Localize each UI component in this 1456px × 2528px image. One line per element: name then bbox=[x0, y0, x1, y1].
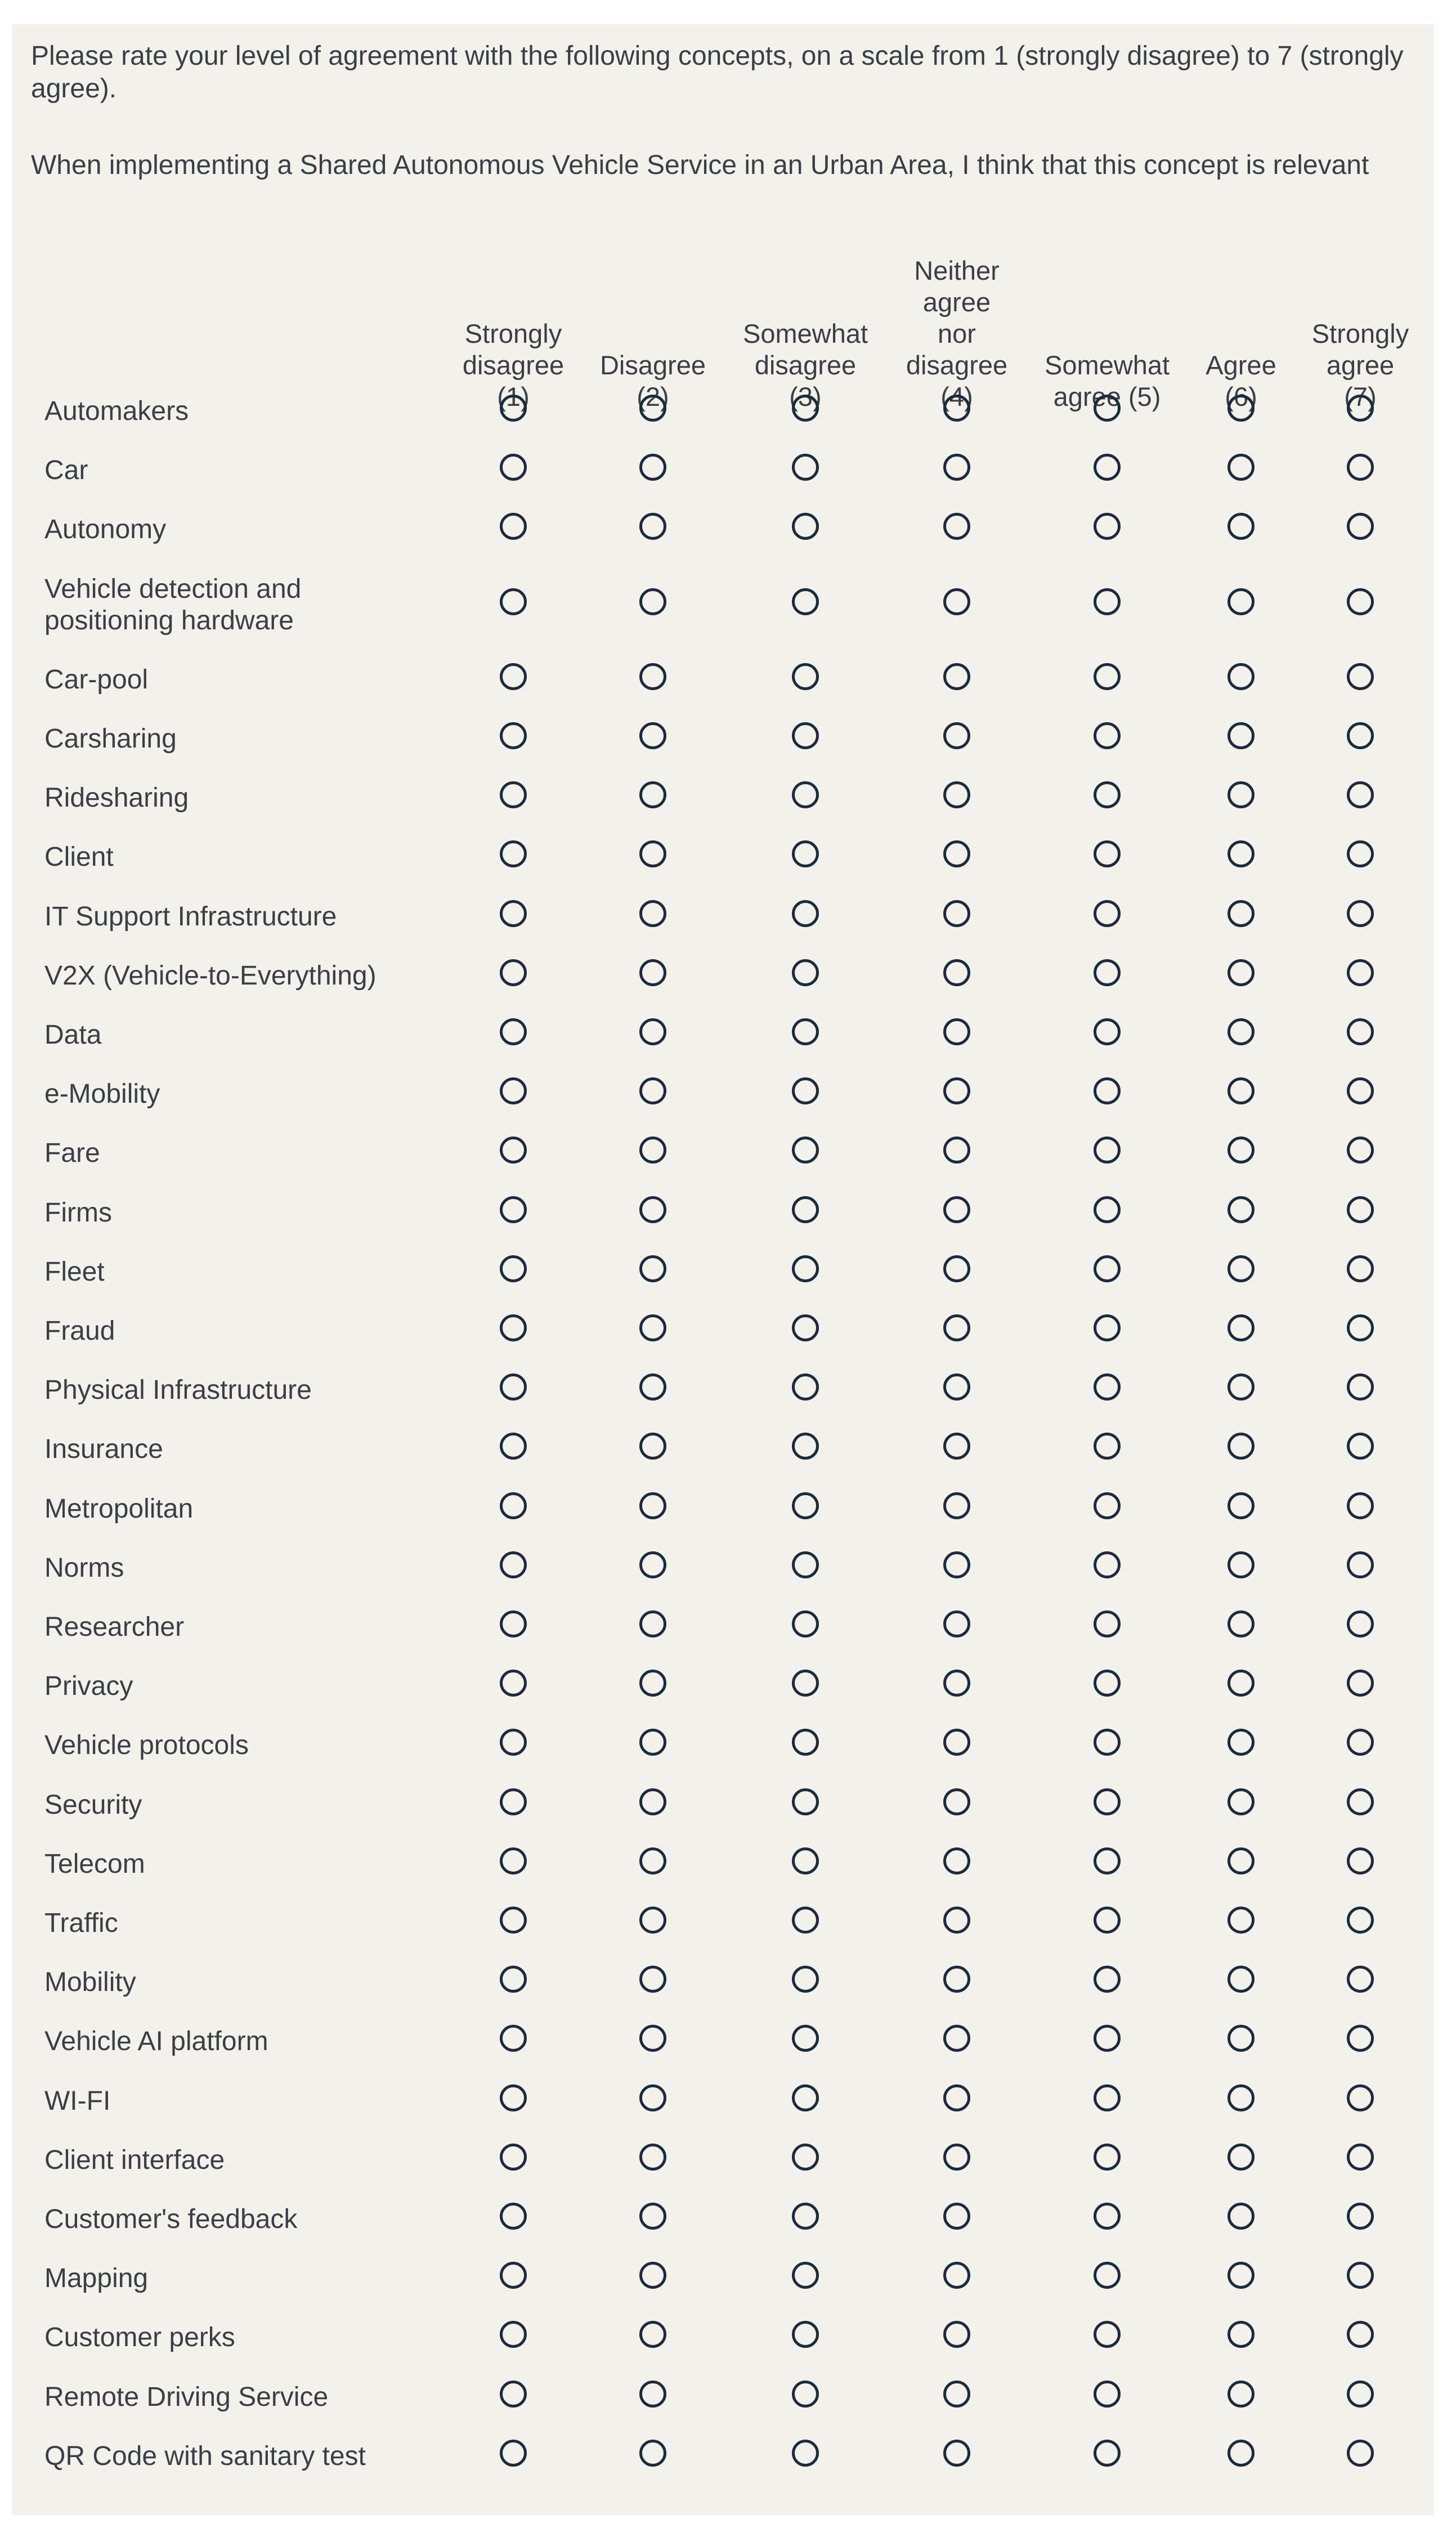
rating-radio-7[interactable] bbox=[1347, 513, 1374, 540]
rating-radio-4[interactable] bbox=[943, 2203, 970, 2230]
rating-radio-7[interactable] bbox=[1347, 1610, 1374, 1637]
rating-radio-7[interactable] bbox=[1347, 454, 1374, 481]
rating-radio-6[interactable] bbox=[1227, 722, 1255, 749]
rating-radio-3[interactable] bbox=[792, 1196, 819, 1223]
rating-radio-3[interactable] bbox=[792, 2025, 819, 2052]
statement-label: Researcher bbox=[44, 1612, 185, 1642]
rating-radio-4[interactable] bbox=[943, 1729, 970, 1756]
rating-radio-5[interactable] bbox=[1094, 1196, 1121, 1223]
rating-radio-3[interactable] bbox=[792, 2262, 819, 2289]
rating-radio-2[interactable] bbox=[639, 2025, 666, 2052]
rating-radio-7[interactable] bbox=[1347, 2440, 1374, 2467]
rating-radio-5[interactable] bbox=[1094, 1729, 1121, 1756]
rating-radio-5[interactable] bbox=[1094, 1907, 1121, 1934]
rating-radio-2[interactable] bbox=[639, 781, 666, 808]
rating-radio-4[interactable] bbox=[943, 1670, 970, 1697]
rating-radio-1[interactable] bbox=[500, 1492, 527, 1519]
rating-radio-1[interactable] bbox=[500, 2321, 527, 2348]
rating-radio-4[interactable] bbox=[943, 1196, 970, 1223]
rating-radio-6[interactable] bbox=[1227, 2203, 1255, 2230]
rating-radio-5[interactable] bbox=[1094, 1492, 1121, 1519]
rating-radio-1[interactable] bbox=[500, 1847, 527, 1874]
rating-radio-6[interactable] bbox=[1227, 1670, 1255, 1697]
rating-radio-6[interactable] bbox=[1227, 1847, 1255, 1874]
rating-radio-6[interactable] bbox=[1227, 1255, 1255, 1282]
rating-radio-3[interactable] bbox=[792, 2381, 819, 2408]
rating-radio-6[interactable] bbox=[1227, 1492, 1255, 1519]
statement-label: Fare bbox=[44, 1138, 100, 1169]
rating-radio-1[interactable] bbox=[500, 959, 527, 986]
rating-radio-1[interactable] bbox=[500, 1314, 527, 1341]
rating-radio-3[interactable] bbox=[792, 1907, 819, 1934]
rating-radio-7[interactable] bbox=[1347, 2144, 1374, 2171]
statement-label: Insurance bbox=[44, 1434, 163, 1465]
statement-label: Autonomy bbox=[44, 514, 167, 545]
rating-radio-6[interactable] bbox=[1227, 781, 1255, 808]
scale-header bbox=[12, 227, 1434, 413]
rating-radio-3[interactable] bbox=[792, 2144, 819, 2171]
rating-radio-4[interactable] bbox=[943, 959, 970, 986]
rating-radio-5[interactable] bbox=[1094, 1551, 1121, 1578]
statement-label: Data bbox=[44, 1020, 102, 1050]
rating-radio-2[interactable] bbox=[639, 1551, 666, 1578]
rating-radio-3[interactable] bbox=[792, 781, 819, 808]
rating-radio-6[interactable] bbox=[1227, 1077, 1255, 1104]
rating-radio-7[interactable] bbox=[1347, 2262, 1374, 2289]
rating-radio-1[interactable] bbox=[500, 663, 527, 690]
rating-radio-6[interactable] bbox=[1227, 2025, 1255, 2052]
rating-radio-4[interactable] bbox=[943, 900, 970, 927]
rating-radio-2[interactable] bbox=[639, 1788, 666, 1815]
rating-radio-3[interactable] bbox=[792, 1788, 819, 1815]
rating-radio-2[interactable] bbox=[639, 1433, 666, 1460]
rating-radio-5[interactable] bbox=[1094, 900, 1121, 927]
rating-radio-5[interactable] bbox=[1094, 781, 1121, 808]
rating-radio-7[interactable] bbox=[1347, 1018, 1374, 1045]
rating-radio-5[interactable] bbox=[1094, 1788, 1121, 1815]
rating-radio-5[interactable] bbox=[1094, 2203, 1121, 2230]
scale-header-5: Somewhat agree (5) bbox=[1044, 350, 1170, 411]
scale-header-3: Somewhat disagree (3) bbox=[742, 319, 868, 411]
rating-radio-7[interactable] bbox=[1347, 588, 1374, 615]
rating-radio-3[interactable] bbox=[792, 1729, 819, 1756]
rating-radio-1[interactable] bbox=[500, 840, 527, 867]
rating-radio-3[interactable] bbox=[792, 1670, 819, 1697]
rating-radio-2[interactable] bbox=[639, 2321, 666, 2348]
rating-radio-1[interactable] bbox=[500, 1907, 527, 1934]
rating-radio-4[interactable] bbox=[943, 1492, 970, 1519]
rating-radio-6[interactable] bbox=[1227, 2144, 1255, 2171]
rating-radio-4[interactable] bbox=[943, 1018, 970, 1045]
rating-radio-6[interactable] bbox=[1227, 513, 1255, 540]
rating-radio-7[interactable] bbox=[1347, 1966, 1374, 1993]
rating-radio-5[interactable] bbox=[1094, 1373, 1121, 1401]
rating-radio-5[interactable] bbox=[1094, 588, 1121, 615]
rating-radio-2[interactable] bbox=[639, 1966, 666, 1993]
rating-radio-1[interactable] bbox=[500, 781, 527, 808]
rating-radio-2[interactable] bbox=[639, 588, 666, 615]
scale-header-1: Strongly disagree (1) bbox=[462, 319, 565, 411]
rating-radio-4[interactable] bbox=[943, 1433, 970, 1460]
rating-radio-5[interactable] bbox=[1094, 2025, 1121, 2052]
rating-radio-3[interactable] bbox=[792, 663, 819, 690]
rating-radio-3[interactable] bbox=[792, 1551, 819, 1578]
rating-radio-6[interactable] bbox=[1227, 1373, 1255, 1401]
rating-radio-5[interactable] bbox=[1094, 959, 1121, 986]
statement-label: Mapping bbox=[44, 2263, 149, 2294]
rating-radio-1[interactable] bbox=[500, 395, 527, 422]
rating-radio-3[interactable] bbox=[792, 454, 819, 481]
rating-radio-3[interactable] bbox=[792, 959, 819, 986]
rating-radio-1[interactable] bbox=[500, 2144, 527, 2171]
rating-radio-4[interactable] bbox=[943, 1137, 970, 1164]
statement-label: Car-pool bbox=[44, 664, 149, 695]
rating-radio-5[interactable] bbox=[1094, 2262, 1121, 2289]
rating-radio-2[interactable] bbox=[639, 722, 666, 749]
rating-radio-4[interactable] bbox=[943, 513, 970, 540]
rating-radio-2[interactable] bbox=[639, 1018, 666, 1045]
rating-radio-2[interactable] bbox=[639, 1907, 666, 1934]
rating-radio-3[interactable] bbox=[792, 588, 819, 615]
rating-radio-7[interactable] bbox=[1347, 1196, 1374, 1223]
rating-radio-6[interactable] bbox=[1227, 1551, 1255, 1578]
rating-radio-3[interactable] bbox=[792, 2084, 819, 2111]
rating-radio-7[interactable] bbox=[1347, 2203, 1374, 2230]
rating-radio-7[interactable] bbox=[1347, 781, 1374, 808]
scale-header-4: Neither agree nor disagree (4) bbox=[906, 256, 1008, 411]
statement-label: Client interface bbox=[44, 2145, 225, 2175]
rating-radio-6[interactable] bbox=[1227, 1314, 1255, 1341]
rating-radio-2[interactable] bbox=[639, 1077, 666, 1104]
rating-radio-2[interactable] bbox=[639, 1610, 666, 1637]
scale-header-2: Disagree (2) bbox=[599, 350, 706, 411]
rating-radio-5[interactable] bbox=[1094, 1670, 1121, 1697]
rating-radio-3[interactable] bbox=[792, 2321, 819, 2348]
rating-radio-6[interactable] bbox=[1227, 1196, 1255, 1223]
statement-label: Car bbox=[44, 455, 88, 486]
rating-radio-4[interactable] bbox=[943, 395, 970, 422]
rating-radio-7[interactable] bbox=[1347, 2381, 1374, 2408]
rating-radio-7[interactable] bbox=[1347, 2025, 1374, 2052]
rating-radio-6[interactable] bbox=[1227, 2084, 1255, 2111]
rating-radio-2[interactable] bbox=[639, 1847, 666, 1874]
rating-radio-4[interactable] bbox=[943, 2025, 970, 2052]
rating-radio-1[interactable] bbox=[500, 588, 527, 615]
rating-radio-6[interactable] bbox=[1227, 395, 1255, 422]
rating-radio-5[interactable] bbox=[1094, 1433, 1121, 1460]
rating-radio-3[interactable] bbox=[792, 1847, 819, 1874]
rating-radio-2[interactable] bbox=[639, 2084, 666, 2111]
rating-radio-5[interactable] bbox=[1094, 1137, 1121, 1164]
rating-radio-2[interactable] bbox=[639, 1670, 666, 1697]
rating-radio-1[interactable] bbox=[500, 2381, 527, 2408]
rating-radio-6[interactable] bbox=[1227, 1610, 1255, 1637]
statement-label: Fraud bbox=[44, 1316, 115, 1346]
rating-radio-2[interactable] bbox=[639, 959, 666, 986]
statement-label: Customer's feedback bbox=[44, 2204, 298, 2234]
rating-radio-2[interactable] bbox=[639, 1492, 666, 1519]
rating-radio-3[interactable] bbox=[792, 1314, 819, 1341]
rating-radio-5[interactable] bbox=[1094, 2381, 1121, 2408]
rating-radio-3[interactable] bbox=[792, 840, 819, 867]
rating-radio-1[interactable] bbox=[500, 2262, 527, 2289]
rating-radio-1[interactable] bbox=[500, 1018, 527, 1045]
statement-label: Vehicle protocols bbox=[44, 1730, 249, 1761]
rating-radio-6[interactable] bbox=[1227, 1966, 1255, 1993]
rating-radio-2[interactable] bbox=[639, 513, 666, 540]
rating-radio-6[interactable] bbox=[1227, 1729, 1255, 1756]
rating-radio-1[interactable] bbox=[500, 2084, 527, 2111]
rating-radio-3[interactable] bbox=[792, 1018, 819, 1045]
rating-radio-4[interactable] bbox=[943, 1966, 970, 1993]
rating-radio-4[interactable] bbox=[943, 840, 970, 867]
rating-radio-7[interactable] bbox=[1347, 1788, 1374, 1815]
statement-label: Security bbox=[44, 1789, 142, 1820]
scale-header-6: Agree (6) bbox=[1206, 350, 1276, 411]
rating-radio-1[interactable] bbox=[500, 1670, 527, 1697]
rating-radio-7[interactable] bbox=[1347, 2084, 1374, 2111]
survey-panel bbox=[12, 24, 1434, 2515]
rating-radio-3[interactable] bbox=[792, 1137, 819, 1164]
rating-radio-4[interactable] bbox=[943, 2440, 970, 2467]
rating-radio-5[interactable] bbox=[1094, 1966, 1121, 1993]
rating-radio-3[interactable] bbox=[792, 900, 819, 927]
rating-radio-2[interactable] bbox=[639, 1729, 666, 1756]
rating-radio-4[interactable] bbox=[943, 1077, 970, 1104]
statement-label: Remote Driving Service bbox=[44, 2382, 329, 2412]
rating-radio-1[interactable] bbox=[500, 2440, 527, 2467]
rating-radio-5[interactable] bbox=[1094, 1314, 1121, 1341]
rating-radio-2[interactable] bbox=[639, 1137, 666, 1164]
statement-label: Vehicle detection and positioning hardware bbox=[44, 574, 302, 636]
rating-radio-3[interactable] bbox=[792, 1255, 819, 1282]
rating-radio-7[interactable] bbox=[1347, 1314, 1374, 1341]
rating-radio-7[interactable] bbox=[1347, 663, 1374, 690]
rating-radio-1[interactable] bbox=[500, 900, 527, 927]
rating-radio-1[interactable] bbox=[500, 1788, 527, 1815]
rating-radio-1[interactable] bbox=[500, 1373, 527, 1401]
rating-radio-4[interactable] bbox=[943, 2381, 970, 2408]
rating-radio-7[interactable] bbox=[1347, 1847, 1374, 1874]
rating-radio-4[interactable] bbox=[943, 2262, 970, 2289]
statement-label: Physical Infrastructure bbox=[44, 1375, 312, 1406]
statement-label: Vehicle AI platform bbox=[44, 2026, 268, 2057]
rating-radio-7[interactable] bbox=[1347, 1077, 1374, 1104]
rating-radio-7[interactable] bbox=[1347, 1551, 1374, 1578]
rating-radio-1[interactable] bbox=[500, 722, 527, 749]
statement-label: Mobility bbox=[44, 1967, 136, 1998]
rating-radio-5[interactable] bbox=[1094, 2144, 1121, 2171]
rating-radio-6[interactable] bbox=[1227, 1137, 1255, 1164]
rating-radio-1[interactable] bbox=[500, 454, 527, 481]
question-stem: When implementing a Shared Autonomous Vehicle Service in an Urban Area, I think that this concept is relevant bbox=[31, 150, 1369, 180]
rating-radio-3[interactable] bbox=[792, 513, 819, 540]
statement-label: Traffic bbox=[44, 1908, 118, 1938]
statement-label: WI-FI bbox=[44, 2086, 111, 2116]
rating-radio-7[interactable] bbox=[1347, 722, 1374, 749]
rating-radio-3[interactable] bbox=[792, 1373, 819, 1401]
statement-label: Customer perks bbox=[44, 2323, 235, 2353]
rating-radio-7[interactable] bbox=[1347, 1907, 1374, 1934]
rating-radio-1[interactable] bbox=[500, 1966, 527, 1993]
rating-radio-2[interactable] bbox=[639, 2440, 666, 2467]
rating-radio-2[interactable] bbox=[639, 900, 666, 927]
statement-label: IT Support Infrastructure bbox=[44, 901, 337, 932]
rating-radio-5[interactable] bbox=[1094, 454, 1121, 481]
rating-radio-6[interactable] bbox=[1227, 1018, 1255, 1045]
rating-radio-6[interactable] bbox=[1227, 2440, 1255, 2467]
rating-radio-1[interactable] bbox=[500, 1610, 527, 1637]
rating-radio-2[interactable] bbox=[639, 2381, 666, 2408]
statement-label: Fleet bbox=[44, 1256, 105, 1287]
rating-radio-5[interactable] bbox=[1094, 1847, 1121, 1874]
rating-radio-5[interactable] bbox=[1094, 663, 1121, 690]
rating-radio-2[interactable] bbox=[639, 2262, 666, 2289]
rating-radio-7[interactable] bbox=[1347, 840, 1374, 867]
rating-radio-6[interactable] bbox=[1227, 840, 1255, 867]
rating-radio-4[interactable] bbox=[943, 781, 970, 808]
rating-radio-2[interactable] bbox=[639, 840, 666, 867]
rating-radio-4[interactable] bbox=[943, 1847, 970, 1874]
rating-radio-3[interactable] bbox=[792, 1077, 819, 1104]
rating-radio-5[interactable] bbox=[1094, 2321, 1121, 2348]
rating-radio-2[interactable] bbox=[639, 663, 666, 690]
statement-label: Privacy bbox=[44, 1671, 133, 1702]
rating-radio-4[interactable] bbox=[943, 1610, 970, 1637]
rating-radio-7[interactable] bbox=[1347, 1373, 1374, 1401]
rating-radio-4[interactable] bbox=[943, 1788, 970, 1815]
statement-label: Norms bbox=[44, 1552, 124, 1583]
rating-radio-3[interactable] bbox=[792, 722, 819, 749]
rating-radio-7[interactable] bbox=[1347, 1729, 1374, 1756]
rating-radio-2[interactable] bbox=[639, 1373, 666, 1401]
rating-radio-7[interactable] bbox=[1347, 2321, 1374, 2348]
rating-radio-4[interactable] bbox=[943, 1314, 970, 1341]
rating-radio-7[interactable] bbox=[1347, 900, 1374, 927]
rating-radio-7[interactable] bbox=[1347, 1492, 1374, 1519]
statement-label: Client bbox=[44, 842, 114, 873]
rating-radio-5[interactable] bbox=[1094, 395, 1121, 422]
rating-radio-4[interactable] bbox=[943, 2144, 970, 2171]
rating-radio-1[interactable] bbox=[500, 1137, 527, 1164]
rating-radio-1[interactable] bbox=[500, 1433, 527, 1460]
rating-radio-5[interactable] bbox=[1094, 1610, 1121, 1637]
rating-radio-5[interactable] bbox=[1094, 1077, 1121, 1104]
rating-radio-5[interactable] bbox=[1094, 840, 1121, 867]
rating-radio-6[interactable] bbox=[1227, 1788, 1255, 1815]
rating-radio-1[interactable] bbox=[500, 1729, 527, 1756]
rating-radio-6[interactable] bbox=[1227, 1433, 1255, 1460]
rating-radio-3[interactable] bbox=[792, 1966, 819, 1993]
rating-radio-7[interactable] bbox=[1347, 1137, 1374, 1164]
rating-radio-1[interactable] bbox=[500, 2203, 527, 2230]
rating-radio-4[interactable] bbox=[943, 1551, 970, 1578]
rating-radio-5[interactable] bbox=[1094, 2084, 1121, 2111]
rating-radio-4[interactable] bbox=[943, 1255, 970, 1282]
statement-label: Metropolitan bbox=[44, 1493, 194, 1524]
rating-radio-5[interactable] bbox=[1094, 722, 1121, 749]
rating-radio-4[interactable] bbox=[943, 722, 970, 749]
rating-radio-4[interactable] bbox=[943, 663, 970, 690]
rating-radio-3[interactable] bbox=[792, 1433, 819, 1460]
rating-radio-1[interactable] bbox=[500, 2025, 527, 2052]
rating-radio-6[interactable] bbox=[1227, 454, 1255, 481]
rating-radio-3[interactable] bbox=[792, 2203, 819, 2230]
rating-radio-2[interactable] bbox=[639, 1314, 666, 1341]
rating-radio-7[interactable] bbox=[1347, 959, 1374, 986]
statement-label: Ridesharing bbox=[44, 783, 189, 813]
rating-radio-4[interactable] bbox=[943, 1373, 970, 1401]
rating-radio-4[interactable] bbox=[943, 2321, 970, 2348]
rating-radio-4[interactable] bbox=[943, 2084, 970, 2111]
rating-radio-6[interactable] bbox=[1227, 2262, 1255, 2289]
statement-label: V2X (Vehicle-to-Everything) bbox=[44, 960, 377, 991]
rating-radio-3[interactable] bbox=[792, 2440, 819, 2467]
rating-radio-7[interactable] bbox=[1347, 1255, 1374, 1282]
statement-label: Automakers bbox=[44, 396, 189, 426]
rating-radio-2[interactable] bbox=[639, 454, 666, 481]
rating-radio-7[interactable] bbox=[1347, 1670, 1374, 1697]
rating-radio-5[interactable] bbox=[1094, 513, 1121, 540]
rating-radio-5[interactable] bbox=[1094, 2440, 1121, 2467]
scale-header-7: Strongly agree (7) bbox=[1311, 319, 1409, 411]
rating-radio-2[interactable] bbox=[639, 1196, 666, 1223]
rating-radio-6[interactable] bbox=[1227, 588, 1255, 615]
statement-label: Firms bbox=[44, 1197, 112, 1228]
rating-radio-6[interactable] bbox=[1227, 2381, 1255, 2408]
rating-radio-2[interactable] bbox=[639, 395, 666, 422]
statement-label: QR Code with sanitary test bbox=[44, 2441, 366, 2471]
rating-radio-1[interactable] bbox=[500, 1196, 527, 1223]
rating-radio-1[interactable] bbox=[500, 513, 527, 540]
statement-label: Telecom bbox=[44, 1849, 145, 1879]
rating-radio-2[interactable] bbox=[639, 1255, 666, 1282]
rating-radio-4[interactable] bbox=[943, 1907, 970, 1934]
rating-radio-2[interactable] bbox=[639, 2203, 666, 2230]
rating-radio-6[interactable] bbox=[1227, 663, 1255, 690]
rating-radio-4[interactable] bbox=[943, 588, 970, 615]
rating-radio-6[interactable] bbox=[1227, 900, 1255, 927]
rating-radio-1[interactable] bbox=[500, 1551, 527, 1578]
question-intro: Please rate your level of agreement with the following concepts, on a scale from 1 (strongly disagree) to 7 (strongly agree). bbox=[31, 41, 1404, 104]
rating-radio-3[interactable] bbox=[792, 1610, 819, 1637]
rating-radio-4[interactable] bbox=[943, 454, 970, 481]
rating-radio-2[interactable] bbox=[639, 2144, 666, 2171]
rating-radio-7[interactable] bbox=[1347, 1433, 1374, 1460]
rating-radio-5[interactable] bbox=[1094, 1018, 1121, 1045]
rating-radio-6[interactable] bbox=[1227, 2321, 1255, 2348]
statement-label: e-Mobility bbox=[44, 1079, 160, 1109]
rating-radio-1[interactable] bbox=[500, 1077, 527, 1104]
statement-label: Carsharing bbox=[44, 724, 177, 754]
rating-radio-6[interactable] bbox=[1227, 959, 1255, 986]
rating-radio-6[interactable] bbox=[1227, 1907, 1255, 1934]
rating-radio-5[interactable] bbox=[1094, 1255, 1121, 1282]
rating-radio-3[interactable] bbox=[792, 395, 819, 422]
rating-radio-7[interactable] bbox=[1347, 395, 1374, 422]
rating-radio-1[interactable] bbox=[500, 1255, 527, 1282]
rating-radio-3[interactable] bbox=[792, 1492, 819, 1519]
